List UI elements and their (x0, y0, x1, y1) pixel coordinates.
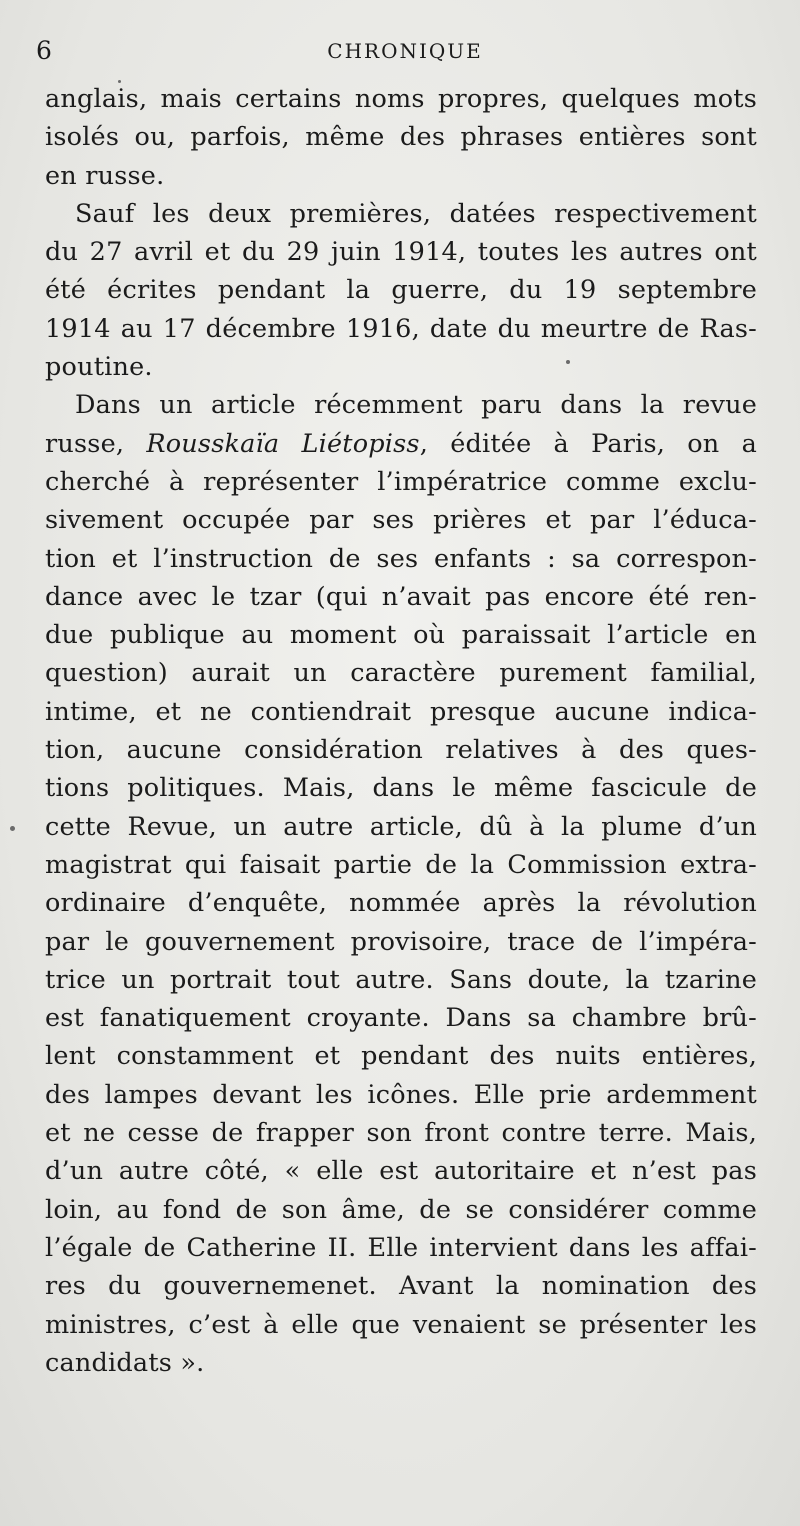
text-line: des lampes devant les icônes. Elle prie ardemment (45, 1079, 757, 1110)
text-line: trice un portrait tout autre. Sans doute, la tzarine (45, 964, 757, 995)
text-line: cette Revue, un autre article, dû à la plume d’un (45, 811, 757, 842)
text-line: isolés ou, parfois, même des phrases entières sont (45, 122, 757, 153)
text-line: 1914 au 17 décembre 1916, date du meurtre de Ras- (45, 313, 757, 344)
text-line: d’un autre côté, « elle est autoritaire et n’est pas (45, 1156, 757, 1187)
text-line: sivement occupée par ses prières et par l’éduca- (45, 505, 757, 536)
text-line: est fanatiquement croyante. Dans sa chambre brû- (45, 1003, 757, 1034)
text-line: ministres, c’est à elle que venaient se présenter les (45, 1309, 757, 1340)
text-line: anglais, mais certains noms propres, quelques mots (45, 84, 757, 114)
text-line: été écrites pendant la guerre, du 19 septembre (45, 275, 757, 306)
text-line: en russe. (45, 160, 165, 191)
text-line: dance avec le tzar (qui n’avait pas encore été ren- (45, 581, 757, 612)
print-speck (118, 80, 121, 83)
text-line: Sauf les deux premières, datées respectivement (75, 198, 757, 229)
text-line: due publique au moment où paraissait l’article en (45, 620, 757, 651)
print-speck (566, 360, 570, 364)
text-line: tions politiques. Mais, dans le même fascicule de (45, 773, 757, 804)
page-number: 6 (36, 36, 53, 65)
running-title: CHRONIQUE (327, 39, 483, 63)
print-speck (10, 826, 15, 831)
text-line: du 27 avril et du 29 juin 1914, toutes les autres ont (45, 237, 757, 268)
text-line: tion et l’instruction de ses enfants : sa correspon- (45, 543, 757, 574)
body-text (45, 80, 757, 1382)
text-line: par le gouvernement provisoire, trace de l’impéra- (45, 926, 757, 957)
journal-title: Rousskaïa Liétopiss (146, 428, 420, 459)
text-line: magistrat qui faisait partie de la Commission extra- (45, 849, 757, 880)
text-line: loin, au fond de son âme, de se considérer comme (45, 1194, 757, 1225)
text-line: intime, et ne contiendrait presque aucune indica- (45, 696, 757, 727)
text-line: question) aurait un caractère purement familial, (45, 658, 757, 689)
running-head (0, 32, 800, 68)
text-fragment: russe, (45, 428, 147, 459)
text-line: et ne cesse de frapper son front contre terre. Mais, (45, 1118, 757, 1149)
text-line: tion, aucune considération relatives à des ques- (45, 735, 757, 766)
text-line: Dans un article récemment paru dans la revue (75, 390, 757, 421)
text-line: ordinaire d’enquête, nommée après la révolution (45, 888, 757, 919)
text-line (45, 425, 757, 463)
text-line: poutine. (45, 352, 153, 383)
text-fragment: , éditée à Paris, on a (419, 428, 757, 459)
text-line: cherché à représenter l’impératrice comme exclu- (45, 466, 757, 497)
text-line: l’égale de Catherine II. Elle intervient dans les affai- (45, 1232, 757, 1263)
text-line: res du gouvernemenet. Avant la nomination des (45, 1271, 757, 1302)
text-line: candidats ». (45, 1347, 205, 1378)
text-line: lent constamment et pendant des nuits entières, (45, 1041, 757, 1072)
